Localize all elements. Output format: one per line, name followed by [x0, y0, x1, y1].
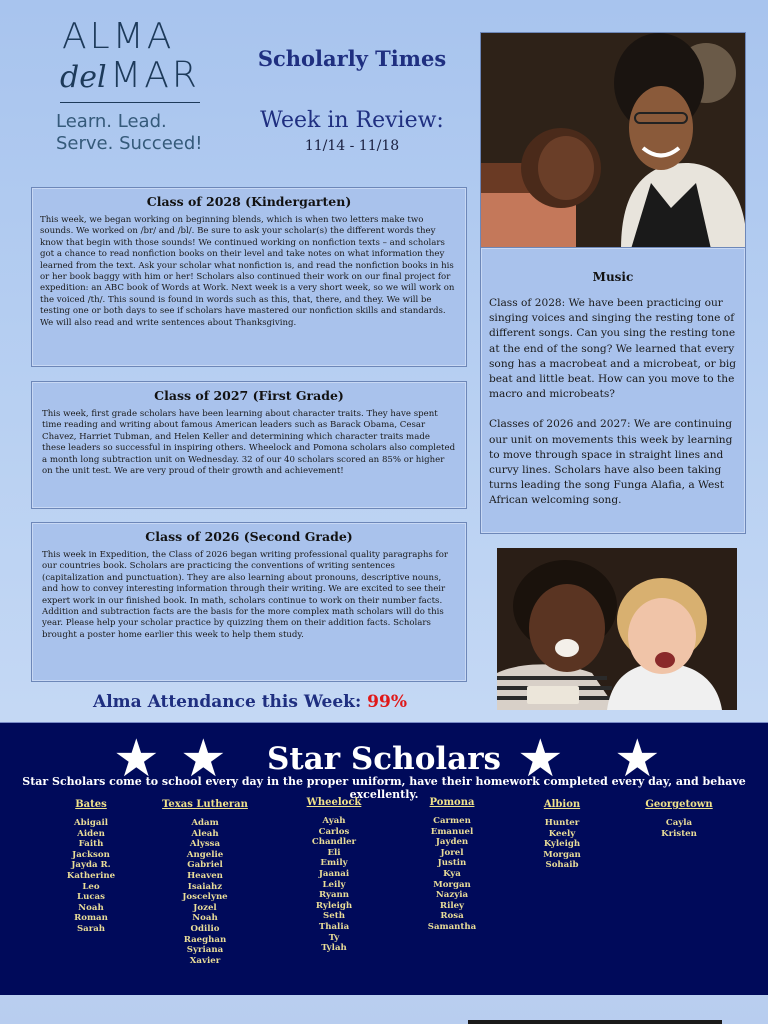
first-grade-body: This week, first grade scholars have been learning about character traits. They have spent time reading and writing about famous American leaders such as Barack Obama, Cesar Chavez, Harriet Tubman, and Helen Keller and determining which character traits made these leaders so successful in inspiring others. Wheelock and Pomona scholars also completed a month long subtraction unit on Wednesday. 32 of our 40 scholars scored an 85% or higher on the unit test. We are very proud of their growth and achievement! [42, 409, 456, 477]
newsletter-title: Scholarly Times [257, 46, 447, 71]
scholar-name: Lucas [77, 892, 105, 903]
scholar-name: Seth [323, 911, 345, 922]
attendance-line [60, 692, 440, 712]
scholar-name: Morgan [433, 879, 471, 890]
photo-two-scholars [497, 548, 737, 710]
scholar-name: Abigail [73, 818, 109, 828]
second-grade-title: Class of 2026 (Second Grade) [145, 529, 353, 544]
star-scholars-title: Star Scholars [266, 741, 502, 777]
logo-mar: MAR [110, 55, 200, 96]
first-grade-title: Class of 2027 (First Grade) [154, 388, 344, 403]
scholar-name: Leo [82, 881, 100, 892]
scholar-name: Samantha [427, 921, 477, 932]
music-section [480, 247, 746, 534]
scholar-name: Keely [548, 828, 576, 839]
scholar-name: Nazyia [435, 890, 469, 901]
star-icon: ★ [180, 729, 227, 789]
column-albion [527, 799, 597, 871]
scholar-name: Tylah [321, 943, 347, 954]
column-heading: Albion [543, 799, 581, 810]
scholar-name: Kristen [661, 828, 697, 839]
logo-alma: ALMA [62, 16, 175, 57]
scholar-name: Isaiahz [187, 881, 223, 892]
scholar-name: Justin [437, 858, 467, 869]
scholar-name: Jozel [193, 902, 217, 913]
star-icon: ★ [517, 729, 564, 789]
scholar-name: Angelie [186, 849, 224, 860]
scholar-name: Ryleigh [315, 900, 353, 911]
music-paragraph-1: Class of 2028: We have been practicing our singing voices and singing the resting tone of different songs. Can you sing the resting tone at the end of the song? We learned that every song has a macrobeat and a microbeat, or big beat and little beat. How can you move to the macro and microbeats? [489, 297, 737, 401]
week-review-heading: Week in Review: [260, 108, 444, 133]
music-title: Music [592, 270, 634, 284]
column-pomona [412, 797, 492, 933]
scholar-name: Joscelyne [182, 892, 228, 903]
scholar-name: Rosa [440, 911, 464, 922]
star-icon: ★ [113, 729, 160, 789]
scholar-name: Jackson [72, 849, 110, 860]
column-wheelock [294, 797, 374, 954]
column-heading: Georgetown [645, 799, 713, 810]
scholar-name: Emanuel [430, 826, 474, 837]
column-texas-lutheran [155, 799, 255, 966]
scholar-name: Sohaib [545, 860, 579, 871]
school-logo [30, 18, 220, 178]
scholar-name: Jaanai [318, 868, 350, 879]
second-grade-body: This week in Expedition, the Class of 2026 began writing professional quality paragraphs for our countries book. Scholars are practicing the conventions of writing sentences (capitalization and punctuation). They are also learning about pronouns, descriptive nouns, and how to convey interesting information through their writing. We are excited to see their expert work in our finished book. In math, scholars continue to work on their number facts. Addition and subtraction facts are the basis for the more complex math scholars will do this year. Please help your scholar practice by quizzing them on their addition facts. Scholars brought a poster home earlier this week to help them study. [42, 550, 448, 640]
scholar-name: Syriana [186, 945, 224, 956]
scholar-name: Noah [78, 902, 104, 913]
scholar-name: Kya [443, 868, 461, 879]
photo-scholars-scene [497, 548, 737, 710]
scholar-name: Gabriel [187, 860, 223, 871]
scholar-name: Aleah [191, 828, 219, 839]
column-georgetown [634, 799, 724, 839]
scholar-name: Noah [192, 913, 218, 924]
kindergarten-section [31, 187, 467, 367]
kindergarten-body: This week, we began working on beginning blends, which is when two letters make two sounds. We worked on /br/ and /bl/. Be sure to ask your scholar(s) the different words they know that begin with those sounds! We continued working on nonfiction texts – and scholars got a chance to read nonfiction books on their level and take notes on what information they learned from the text. Ask your scholar what nonfiction is, and read the nonfiction books in his or her book baggy with him or her! Scholars also continued their work on our final project for expedition: an ABC book of Words at Work. Next week is a very short week, so we will work on the voiced /th/. This sound is found in words such as this, that, there, and they. We will be testing one or both days to see if scholars have mastered our nonfiction skills and standards. We will also read and write sentences about Thanksgiving. [40, 215, 455, 328]
scholar-name: Morgan [543, 849, 581, 860]
scholar-name: Carmen [433, 816, 471, 826]
photo-teacher-with-scholar [480, 32, 746, 248]
scholar-name: Faith [78, 839, 104, 850]
week-dates: 11/14 - 11/18 [304, 138, 400, 154]
logo-delmar [60, 56, 220, 98]
scholar-name: Riley [439, 900, 465, 911]
scholar-name: Sarah [76, 923, 106, 934]
scholar-name: Raeghan [183, 934, 227, 945]
column-heading: Pomona [429, 797, 475, 808]
kindergarten-title: Class of 2028 (Kindergarten) [146, 194, 352, 209]
next-page-photo-edge [468, 1020, 722, 1024]
scholar-name: Roman [74, 913, 108, 924]
scholar-name: Jayden [435, 837, 469, 848]
scholar-name: Katherine [66, 870, 116, 881]
column-heading: Texas Lutheran [162, 799, 248, 810]
scholar-name: Aiden [77, 828, 105, 839]
scholar-name: Ayah [322, 816, 346, 826]
scholar-name: Thalia [318, 921, 350, 932]
attendance-label: Alma Attendance this Week: [93, 692, 368, 712]
scholar-name: Emily [320, 858, 348, 869]
column-bates [56, 799, 126, 935]
scholar-name: Carlos [318, 826, 350, 837]
scholar-name: Jayda R. [71, 860, 111, 871]
logo-tagline-1: Learn. Lead. [56, 111, 167, 132]
logo-tagline-2: Serve. Succeed! [56, 133, 203, 154]
second-grade-section [31, 522, 467, 682]
scholar-name: Alyssa [189, 839, 221, 850]
music-paragraph-2: Classes of 2026 and 2027: We are continuing our unit on movements this week by learning to move through space in straight lines and curvy lines. Scholars have also been taking turns leading the song Funga Alafia, a West African welcoming song. [489, 418, 733, 507]
scholar-name: Heaven [187, 870, 223, 881]
first-grade-section [31, 381, 467, 509]
column-heading: Wheelock [306, 797, 362, 808]
scholar-name: Xavier [189, 955, 221, 966]
scholar-name: Ty [328, 932, 340, 943]
star-scholars-section [0, 722, 768, 995]
scholar-name: Chandler [311, 837, 357, 848]
scholar-name: Ryann [318, 890, 350, 901]
logo-del: del [60, 60, 107, 95]
scholar-name: Cayla [665, 818, 693, 828]
scholar-name: Hunter [544, 818, 580, 828]
scholar-name: Eli [327, 847, 341, 858]
star-icon: ★ [614, 729, 661, 789]
attendance-value: 99% [367, 692, 407, 712]
scholar-name: Jorel [440, 847, 464, 858]
photo-teacher-scene [481, 33, 746, 248]
column-heading: Bates [75, 799, 107, 810]
scholar-name: Leily [322, 879, 346, 890]
scholar-name: Kyleigh [543, 839, 581, 850]
star-scholars-description: Star Scholars come to school every day in the proper uniform, have their homework completed every day, and behave excellently. [22, 775, 746, 801]
logo-divider [60, 102, 200, 103]
scholar-name: Odilio [190, 923, 220, 934]
scholar-name: Adam [191, 818, 219, 828]
